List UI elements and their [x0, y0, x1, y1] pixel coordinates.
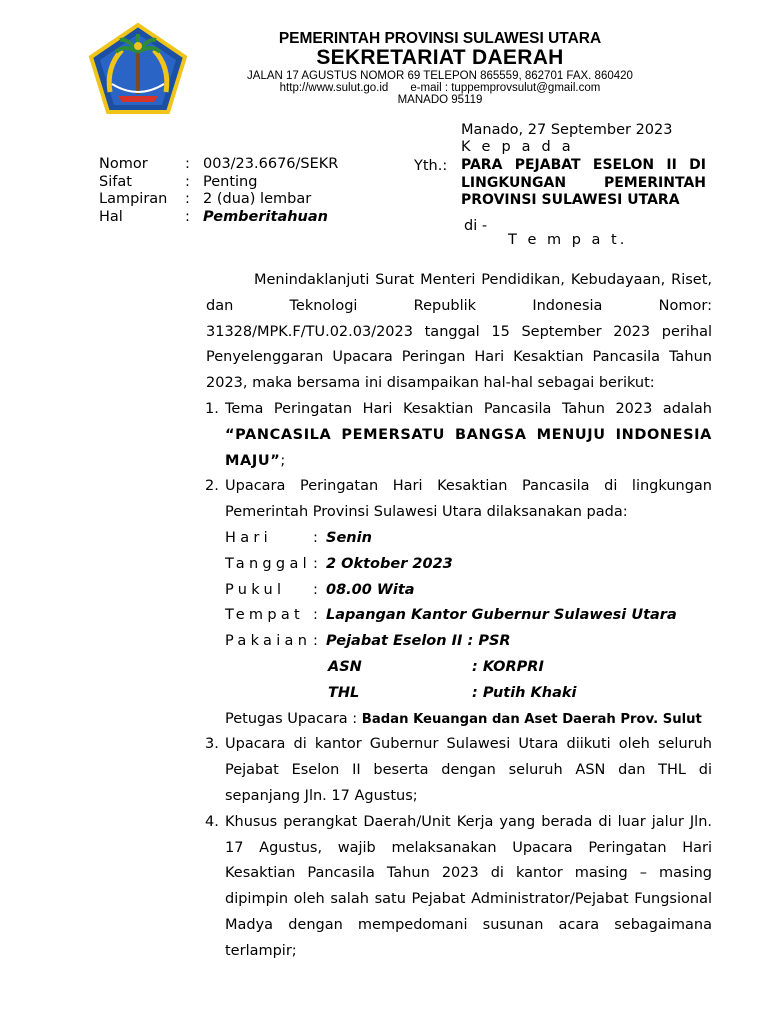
meta-key: Hal — [99, 208, 123, 225]
meta-row-sifat — [99, 174, 338, 192]
meta-colon: : — [185, 208, 190, 225]
letter-body — [206, 268, 712, 965]
schedule-key: Tanggal — [225, 555, 311, 572]
schedule-row-hari — [225, 526, 712, 552]
schedule-value: Lapangan Kantor Gubernur Sulawesi Utara — [326, 607, 677, 624]
attire-row-thl — [225, 681, 712, 707]
schedule-key: Hari — [225, 529, 272, 546]
intro-paragraph — [206, 268, 712, 397]
meta-colon: : — [185, 191, 190, 207]
letterhead-website: http://www.sulut.go.id — [279, 82, 389, 94]
meta-value: Pemberitahuan — [203, 208, 328, 225]
provincial-emblem-logo — [88, 22, 188, 116]
meta-value: Penting — [203, 173, 258, 190]
item-text: Tema Peringatan Hari Kesaktian Pancasila Tahun 2023 adalah — [225, 400, 712, 417]
schedule-colon: : — [313, 607, 318, 624]
recipient-line: PARA PEJABAT ESELON II DI — [461, 157, 706, 173]
letter-date: Manado, 27 September 2023 — [461, 122, 673, 138]
schedule-colon: : — [313, 529, 318, 546]
meta-row-lampiran — [99, 191, 338, 209]
letter-meta — [99, 156, 338, 226]
petugas-label: Petugas Upacara : — [225, 710, 358, 727]
meta-value: 003/23.6676/SEKR — [203, 156, 339, 172]
ceremony-theme: “PANCASILA PEMERSATU BANGSA MENUJU INDONESIA MAJU” — [225, 426, 712, 469]
meta-colon: : — [185, 173, 190, 190]
schedule-colon: : — [313, 581, 318, 598]
numbered-list — [206, 397, 712, 965]
item-end: ; — [280, 452, 286, 469]
ceremony-officer — [206, 707, 712, 733]
list-item-3 — [206, 732, 712, 809]
attire-value: : Putih Khaki — [472, 684, 577, 701]
schedule-value: Pejabat Eselon II : PSR — [326, 633, 511, 650]
letterhead-address: JALAN 17 AGUSTUS NOMOR 69 TELEPON 865559, 862701 FAX. 860420 — [247, 70, 633, 82]
letterhead-contact — [205, 82, 675, 94]
schedule-table — [206, 526, 712, 707]
meta-key: Nomor — [99, 156, 148, 172]
item-text: Khusus perangkat Daerah/Unit Kerja yang berada di luar jalur Jln. 17 Agustus, wajib melaksanakan Upacara Peringatan Hari Kesaktian Pancasila Tahun 2023 di kantor masing – masing dipimpin oleh salah satu Pejabat Administrator/Pejabat Fungsional Madya dengan mempedomani susunan acara sebagaimana terlampir; — [225, 813, 712, 959]
meta-row-hal — [99, 209, 338, 227]
item-number: 1. — [205, 400, 219, 417]
attire-row-asn — [225, 655, 712, 681]
meta-colon: : — [185, 156, 190, 172]
meta-value: 2 (dua) lembar — [203, 191, 312, 207]
attire-value: : KORPRI — [472, 658, 544, 675]
list-item-1 — [206, 397, 712, 474]
item-number: 3. — [205, 736, 219, 753]
item-number: 2. — [205, 478, 219, 495]
item-text: Upacara Peringatan Hari Kesaktian Pancasila di lingkungan Pemerintah Provinsi Sulawesi Utara dilaksanakan pada: — [225, 478, 712, 521]
letter-tempat: T e m p a t. — [508, 232, 628, 248]
recipient-line: LINGKUNGAN PEMERINTAH — [461, 174, 706, 191]
schedule-value: Senin — [326, 529, 372, 546]
letterhead-secretariat: SEKRETARIAT DAERAH — [316, 46, 564, 69]
schedule-value: 2 Oktober 2023 — [326, 555, 453, 572]
list-item-4 — [206, 810, 712, 965]
letterhead-government: PEMERINTAH PROVINSI SULAWESI UTARA — [278, 30, 602, 47]
schedule-value: 08.00 Wita — [326, 581, 415, 598]
letter-yth: Yth.: — [414, 158, 448, 174]
schedule-row-pukul — [225, 578, 712, 604]
letterhead-city: MANADO 95119 — [397, 94, 483, 106]
attire-key: ASN — [328, 658, 362, 675]
recipient-line: PROVINSI SULAWESI UTARA — [461, 192, 680, 208]
schedule-row-pakaian — [225, 629, 712, 655]
letter-recipient — [461, 157, 706, 210]
petugas-value: Badan Keuangan dan Aset Daerah Prov. Sulut — [361, 711, 702, 727]
schedule-key: Pukul — [225, 581, 286, 598]
schedule-key: Tempat — [225, 607, 305, 624]
meta-row-nomor — [99, 156, 338, 174]
meta-key: Lampiran — [99, 191, 168, 207]
intro-text: Menindaklanjuti Surat Menteri Pendidikan, Kebudayaan, Riset, dan Teknologi Republik Indonesia Nomor: 31328/MPK.F/TU.02.03/2023 tanggal 15 September 2023 perihal Penyelenggaran Upacara Peringan Hari Kesaktian Pancasila Tahun 2023, maka bersama ini disampaikan hal-hal sebagai berikut: — [206, 272, 712, 392]
schedule-row-tempat — [225, 603, 712, 629]
schedule-colon: : — [313, 633, 318, 650]
item-number: 4. — [205, 813, 219, 830]
letterhead-email: e-mail : tuppemprovsulut@gmail.com — [410, 82, 601, 94]
attire-key: THL — [328, 684, 360, 701]
schedule-key: Pakaian — [225, 633, 312, 650]
schedule-colon: : — [313, 555, 318, 572]
list-item-2 — [206, 474, 712, 526]
letter-di: di - — [464, 218, 488, 234]
item-text: Upacara di kantor Gubernur Sulawesi Utara diikuti oleh seluruh Pejabat Eselon II beserta dengan seluruh ASN dan THL di sepanjang Jln. 17 Agustus; — [225, 736, 712, 804]
schedule-row-tanggal — [225, 552, 712, 578]
letter-kepada: K e p a d a — [461, 139, 574, 155]
meta-key: Sifat — [99, 173, 132, 190]
